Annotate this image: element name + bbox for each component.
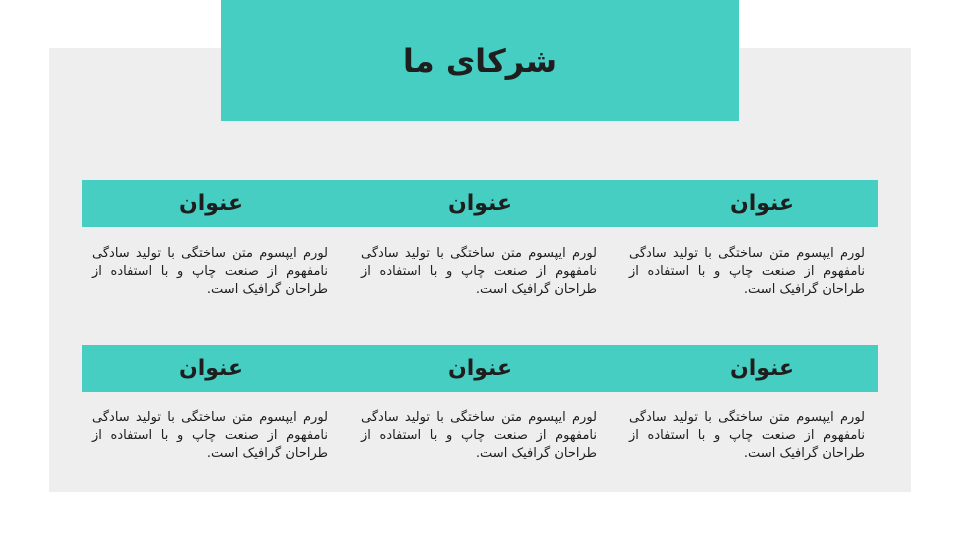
column-heading: عنوان [178, 356, 244, 381]
column-body-text: لورم ایپسوم متن ساختگی با تولید سادگی نامفهوم از صنعت چاپ و با استفاده از طراحان گرافیک است. [629, 246, 865, 297]
column-body-text: لورم ایپسوم متن ساختگی با تولید سادگی نامفهوم از صنعت چاپ و با استفاده از طراحان گرافیک است. [361, 410, 597, 461]
title-banner [221, 0, 739, 121]
column-body-text: لورم ایپسوم متن ساختگی با تولید سادگی نامفهوم از صنعت چاپ و با استفاده از طراحان گرافیک است. [92, 246, 328, 297]
slide-title: شرکای ما [402, 41, 558, 80]
column-heading: عنوان [729, 356, 795, 381]
column-body-text: لورم ایپسوم متن ساختگی با تولید سادگی نامفهوم از صنعت چاپ و با استفاده از طراحان گرافیک است. [629, 410, 865, 461]
column-heading: عنوان [447, 191, 513, 216]
column-heading: عنوان [729, 191, 795, 216]
column-heading: عنوان [447, 356, 513, 381]
column-heading: عنوان [178, 191, 244, 216]
column-body-text: لورم ایپسوم متن ساختگی با تولید سادگی نامفهوم از صنعت چاپ و با استفاده از طراحان گرافیک است. [92, 410, 328, 461]
column-body-text: لورم ایپسوم متن ساختگی با تولید سادگی نامفهوم از صنعت چاپ و با استفاده از طراحان گرافیک است. [361, 246, 597, 297]
